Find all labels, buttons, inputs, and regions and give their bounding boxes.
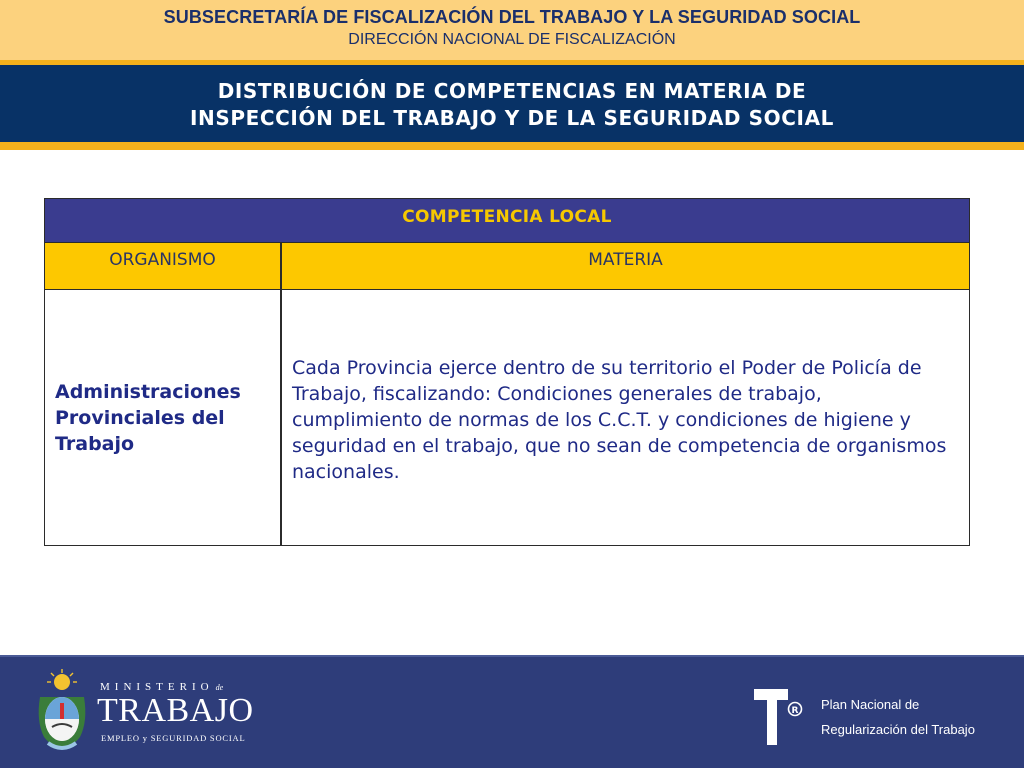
ministry-subtitle: EMPLEO y SEGURIDAD SOCIAL <box>101 733 246 743</box>
table-cell-materia <box>282 290 969 545</box>
title-band <box>0 65 1024 142</box>
direccion-heading: DIRECCIÓN NACIONAL DE FISCALIZACIÓN <box>348 31 676 48</box>
materia-text: Cada Provincia ejerce dentro de su territorio el Poder de Policía de Trabajo, fiscalizando: Condiciones generales de trabajo, cumplimiento de normas de los C.C.T. y condiciones de higiene y seguridad en el trabajo, que no sean de competencia de organismos nacionales. <box>292 357 947 483</box>
organismo-text: Administraciones Provinciales del Trabajo <box>55 381 241 455</box>
column-header-label: MATERIA <box>588 250 663 270</box>
page-title-line1: DISTRIBUCIÓN DE COMPETENCIAS EN MATERIA DE <box>217 79 807 103</box>
plan-nacional-line2: Regularización del Trabajo <box>821 722 975 737</box>
argentina-coat-of-arms-icon <box>34 669 90 755</box>
page-title-line2: INSPECCIÓN DEL TRABAJO Y DE LA SEGURIDAD SOCIAL <box>189 106 835 130</box>
table-header-label: COMPETENCIA LOCAL <box>402 207 612 227</box>
footer <box>0 655 1024 768</box>
ministry-label: MINISTERIO de <box>100 681 224 693</box>
gold-divider <box>0 142 1024 150</box>
competencias-table <box>44 198 970 546</box>
t-registered-logo-icon <box>754 689 804 745</box>
ministry-name: TRABAJO <box>97 692 254 729</box>
table-cell-organismo <box>45 290 282 545</box>
page-title <box>0 78 1024 132</box>
svg-text:R: R <box>791 706 799 716</box>
column-header-materia <box>282 243 969 290</box>
table-header <box>45 199 969 243</box>
column-header-organismo <box>45 243 282 290</box>
plan-nacional-line1: Plan Nacional de <box>821 697 920 712</box>
subsecretaria-heading: SUBSECRETARÍA DE FISCALIZACIÓN DEL TRABAJO Y LA SEGURIDAD SOCIAL <box>163 7 861 27</box>
footer-divider <box>0 655 1024 657</box>
top-header-band <box>0 0 1024 60</box>
column-header-label: ORGANISMO <box>109 250 216 270</box>
